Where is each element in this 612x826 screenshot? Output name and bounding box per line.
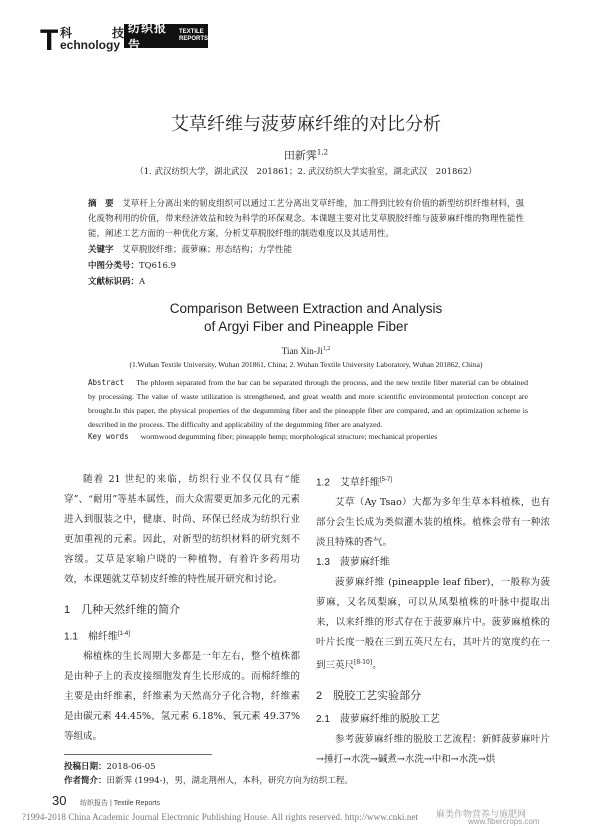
en-keywords: [88, 432, 528, 441]
author-name: 田新霁: [283, 149, 317, 162]
logo-ji: 技: [112, 26, 125, 40]
en-abstract-text: The phloem separated from the bar can be separated through the process, and the new textile fiber material can be obtained by processing. The value of waste utilization is strengthened, and great wealth and more scientific environmental protection concept are brought.In this paper, the physical properties of the degumming fiber and the pineapple fiber are compared, and an optimization scheme is described in the process. The difficulty and applicability of the degumming fiber are analyzed.: [88, 378, 528, 429]
section-1-3-text: [316, 573, 550, 676]
en-title: [0, 300, 612, 336]
section-1-2-title: 1.2 艾草纤维: [316, 477, 380, 489]
section-1-heading: 1 几种天然纤维的简介: [64, 604, 181, 616]
author-bio-line: [64, 774, 544, 788]
journal-logo-en-line2: REPORTS: [178, 36, 208, 42]
received-label: 投稿日期：: [64, 761, 107, 771]
section-2-heading: 2 脱胶工艺实验部分: [316, 690, 422, 703]
affiliation: （1. 武汉纺织大学，湖北武汉 201861；2. 武汉纺织大学实验室，湖北武汉 201862）: [135, 167, 477, 177]
clc-label: 中图分类号：: [88, 260, 140, 270]
keywords-cn-text: 艾草脱胶纤维；菠萝麻；形态结构；力学性能: [122, 245, 293, 255]
received-line: [64, 760, 544, 774]
journal-logo-en-line1: TEXTILE: [178, 29, 204, 35]
section-2-1-text: 参考菠萝麻纤维的脱胶工艺流程：新鲜菠萝麻叶片→捶打→水洗→碱煮→水洗→中和→水洗→烘: [316, 734, 550, 766]
keywords-cn-label: 关键字: [88, 244, 114, 254]
watermark: 麻类作物营养与施肥网: [436, 810, 527, 820]
journal-logo-en: [179, 29, 208, 43]
en-author-line: [0, 346, 612, 356]
copyright-line: ?1994-2018 China Academic Journal Electronic Publishing House. All rights reserved. http://www.cnki.net: [22, 812, 419, 822]
keywords-cn: [88, 242, 524, 258]
left-column: [64, 470, 300, 747]
paper-title: 艾草纤维与菠萝麻纤维的对比分析: [171, 114, 441, 135]
section-1-2-ref: [5-7]: [379, 477, 392, 483]
en-title-line2: of Argyi Fiber and Pineapple Fiber: [203, 319, 409, 334]
section-1-3-tail: 。: [372, 660, 382, 672]
right-column: [316, 470, 550, 770]
en-keywords-text: wormwood degumming fiber; pineapple hemp; morphological structure; mechanical properties: [140, 432, 438, 441]
section-1-3-body: 菠萝麻纤维 (pineapple leaf fiber)，一般称为菠萝麻，又名凤梨麻，可以从凤梨植株的叶脉中提取出来，以来纤维的形式存在于菠萝麻片中。菠萝麻植株的叶片长度一般在三到五英尺左右，其叶片的宽度约在一到三英尺: [316, 577, 550, 672]
section-1-1-text: 棉植株的生长周期大多都是一年左右，整个植株都是由种子上的表皮接细胞发育生长形成的。而棉纤维的主要是由纤维素，纤维素为天然高分子化合物，纤维素是由碳元素 44.45%、氢元素 6.18%、氧元素 49.37% 等组成。: [64, 651, 300, 743]
section-1-2-text: 艾草（Ay Tsao）大都为多年生草本料植株，也有部分会生长成为类似灌木装的植株。植株会带有一种浓淡且特殊的香气。: [316, 497, 550, 549]
section-1-2-heading: [316, 470, 550, 493]
author-line: [0, 147, 612, 163]
doc-code-label: 文献标识码：: [88, 276, 140, 286]
en-keywords-label: Key words: [88, 432, 129, 441]
section-2-1-heading: 2.1 菠萝麻纤维的脱胶工艺: [316, 714, 440, 726]
author-sup: 1,2: [316, 148, 329, 157]
section-1-1-heading: [64, 624, 300, 647]
section-1-3-ref: [8-10]: [354, 659, 373, 667]
journal-logo-cn: 纺织报告: [128, 21, 168, 52]
en-author-name: Tian Xin-Ji: [281, 346, 323, 356]
logo-ke: 科: [60, 26, 73, 40]
received-date: 2018-06-05: [106, 762, 156, 772]
intro-paragraph: 随着 21 世纪的来临，纺织行业不仅仅具有“能穿”、“耐用”等基本属性，而大众需要更加多元化的元素进入到服装之中，健康、时尚、环保已经成为纺织行业更加重视的元素。因此，对新型的纺织材料的研究刻不容缓。艾草是家喻户晓的一种植物，有着许多药用功效，本课题就艾草韧皮纤维的特性展开研究和讨论。: [64, 474, 300, 585]
author-bio: 田新霁 (1994-)，男，湖北荆州人，本科，研究方向为纺织工程。: [106, 776, 353, 786]
section-1-1-ref: [1-4]: [117, 631, 130, 637]
clc-line: [88, 258, 524, 274]
clc-value: TQ616.9: [139, 261, 176, 271]
abstract-cn-label: 摘 要: [88, 198, 114, 208]
section-1-1-title: 1.1 棉纤维: [64, 631, 118, 643]
logo-letter: T: [40, 24, 59, 57]
watermark-url: www.fibercrops.com: [468, 817, 540, 826]
footnote: [64, 760, 544, 788]
doc-code-value: A: [139, 277, 146, 287]
journal-logo: [124, 21, 208, 52]
journal-name: 纺织报告 | Textile Reports: [80, 800, 161, 807]
en-affiliation: (1.Wuhan Textile University, Wuhan 201861, China; 2. Wuhan Textile University Laboratory, Wuhan 201862, China): [129, 360, 483, 369]
en-author-sup: 1,2: [322, 346, 331, 352]
logo-technology: echnology: [60, 38, 121, 52]
doc-code-line: [88, 274, 524, 290]
abstract-cn: [88, 196, 524, 290]
author-bio-label: 作者简介：: [64, 775, 107, 785]
en-abstract-label: Abstract: [88, 378, 125, 387]
page-number: 30: [52, 793, 67, 808]
en-abstract: [88, 376, 528, 432]
abstract-cn-text: 艾草秆上分离出来的韧皮组织可以通过工艺分离出艾草纤维，加工得到比较有价值的新型纺织纤维材料，强化废物利用的价值，带来经济效益和较为科学的环保观念。本课题主要对比艾草脱胶纤维与菠萝麻纤维的物理性能性能，阐述工艺方面的一种优化方案，分析艾草脱胶纤维的制造难度以及其适用性。: [88, 199, 524, 239]
en-title-line1: Comparison Between Extraction and Analysis: [169, 301, 443, 316]
section-1-3-heading: 1.3 菠萝麻纤维: [316, 557, 390, 569]
footnote-divider: [64, 754, 212, 755]
abstract-cn-body: [88, 196, 524, 242]
